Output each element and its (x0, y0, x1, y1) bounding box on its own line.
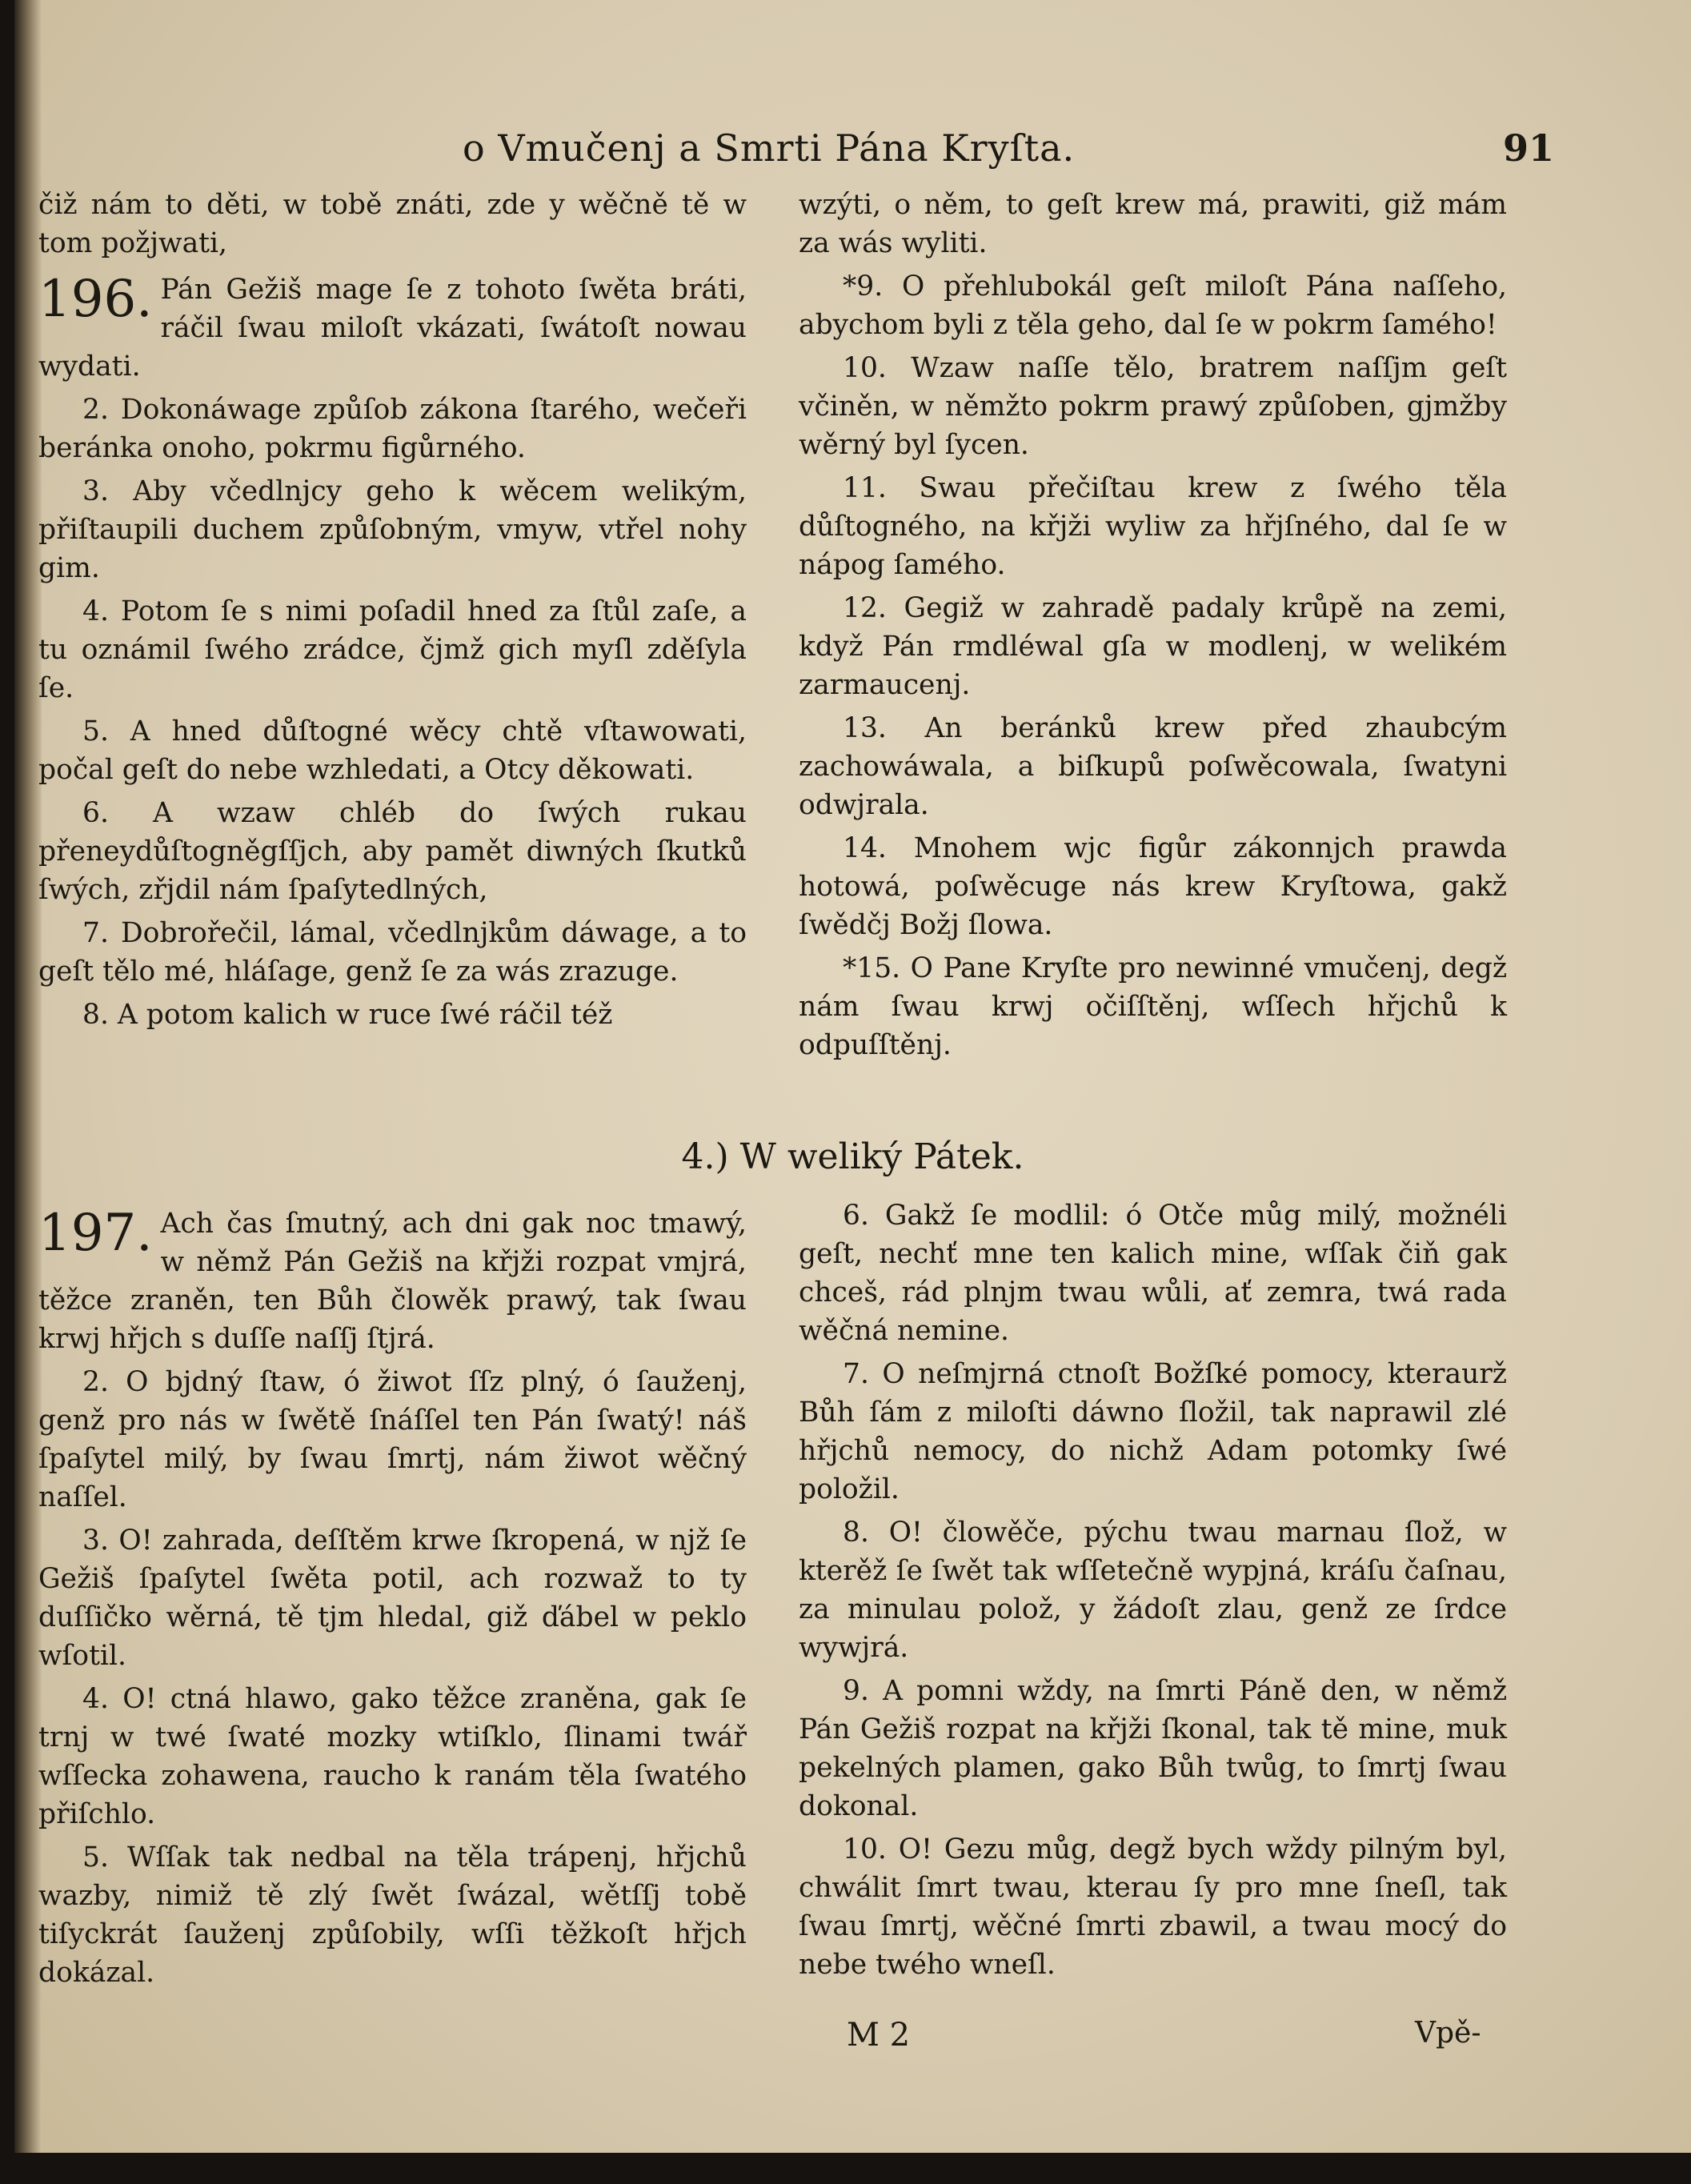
right-column-upper (799, 186, 1507, 1069)
verse-text: Pán Gežiš mage ſe z tohoto ſwěta bráti, ráčil ſwau miloſt vkázati, ſwátoſt nowau wydati. (38, 274, 747, 383)
verse: 5. Wſſak tak nedbal na těla trápenj, hřjchů wazby, nimiž tě zlý ſwět ſwázal, wětſſj tobě tiſyckrát ſauženj způſobily, wſſi těžkoſt hřjch dokázal. (38, 1841, 747, 1989)
left-column-upper (38, 186, 747, 1039)
verse-text: Ach čas ſmutný, ach dni gak noc tmawý, w němž Pán Gežiš na křjži rozpat vmjrá, těžce zraněn, ten Bůh člowěk prawý, tak ſwau krwj hřjch s duſſe naſſj ſtjrá. (38, 1208, 747, 1355)
section-title: 4.) W weliký Pátek. (681, 1136, 1024, 1177)
verse: 10. O! Gezu můg, degž bych wždy pilným byl, chwálit ſmrt twau, kterau ſy pro mne ſneſl, tak ſwau ſmrtj, wěčné ſmrti zbawil, a twau mocý do nebe twého wneſl. (799, 1833, 1507, 1981)
right-column-lower (799, 1196, 1507, 1989)
verse: 10. Wzaw naſſe tělo, bratrem naſſjm geſt včiněn, w němžto pokrm prawý způſoben, gjmžby wěrný byl ſycen. (799, 352, 1507, 461)
verse: 9. A pomni wždy, na ſmrti Páně den, w němž Pán Gežiš rozpat na křjži ſkonal, tak tě mine, muk pekelných plamen, gako Bůh twůg, to ſmrtj ſwau dokonal. (799, 1675, 1507, 1822)
book-page (14, 0, 1691, 2153)
hymn-number: 197. (38, 1204, 153, 1263)
verse: 12. Gegiž w zahradě padaly krůpě na zemi, když Pán rmdléwal gſa w modlenj, w welikém zarmaucenj. (799, 592, 1507, 701)
verse: *9. O přehlubokál geſt miloſt Pána naſſeho, abychom byli z těla geho, dal ſe w pokrm ſamého! (799, 270, 1507, 341)
verse: 7. O neſmjrná ctnoſt Božſké pomocy, kteraurž Bůh ſám z miloſti dáwno ſložil, tak naprawil zlé hřjchů nemocy, do nichž Adam potomky ſwé položil. (799, 1358, 1507, 1505)
verse-continuation: wzýti, o něm, to geſt krew má, prawiti, giž mám za wás wyliti. (799, 189, 1507, 259)
verse: 13. An beránků krew před zhaubcým zachowáwala, a biſkupů poſwěcowala, ſwatyni odwjrala. (799, 712, 1507, 821)
hymn-196-verse-1 (38, 270, 747, 386)
verse: 2. O bjdný ſtaw, ó žiwot ſſz plný, ó ſauženj, genž pro nás w ſwětě ſnáſſel ten Pán ſwatý! náš ſpaſytel milý, by ſwau ſmrtj, nám žiwot wěčný naſſel. (38, 1366, 747, 1513)
verse: 8. A potom kalich w ruce ſwé ráčil též (82, 999, 613, 1031)
page-number: 91 (1503, 126, 1555, 170)
running-title: o Vmučenj a Smrti Pána Kryſta. (463, 126, 1076, 170)
verse: *15. O Pane Kryſte pro newinné vmučenj, degž nám ſwau krwj očiſſtěnj, wſſech hřjchů k odpuſſtěnj. (799, 952, 1507, 1061)
catchword: Vpě- (1415, 2017, 1481, 2050)
page-header (14, 126, 1691, 174)
left-column-lower (38, 1196, 747, 1997)
verse: 3. O! zahrada, deſſtěm krwe ſkropená, w njž ſe Gežiš ſpaſytel ſwěta potil, ach rozwaž to ty duſſičko wěrná, tě tjm hledal, giž ďábel w peklo wſotil. (38, 1525, 747, 1672)
verse-continuation: čiž nám to děti, w tobě znáti, zde y wěčně tě w tom požjwati, (38, 189, 747, 259)
verse: 6. A wzaw chléb do ſwých rukau přeneydůſtogněgſſjch, aby pamět diwných ſkutků ſwých, zřjdil nám ſpaſytedlných, (38, 797, 747, 906)
page-gutter (14, 0, 42, 2153)
verse: 7. Dobrořečil, lámal, včedlnjkům dáwage, a to geſt tělo mé, hláſage, genž ſe za wás zrazuge. (38, 917, 747, 988)
verse: 14. Mnohem wjc figůr zákonnjch prawda hotowá, poſwěcuge nás krew Kryſtowa, gakž ſwědčj Božj ſlowa. (799, 832, 1507, 941)
verse: 4. O! ctná hlawo, gako těžce zraněna, gak ſe trnj w twé ſwaté mozky wtiſklo, ſlinami twář wſſecka zohawena, rauchо k ranám těla ſwatého přiſchlo. (38, 1683, 747, 1830)
hymn-197-verse-1 (38, 1204, 747, 1358)
verse: 8. O! člowěče, pýchu twau marnau ſlož, w kterěž ſe ſwět tak wſſetečně wypjná, kráſu čaſnau, za minulau polož, y žádoſt zlau, genž ze ſrdce wywjrá. (799, 1517, 1507, 1664)
verse: 5. A hned důſtogné wěcy chtě vſtawowati, počal geſt do nebe wzhledati, a Otcy děkowati. (38, 715, 747, 786)
verse: 6. Gakž ſe modlil: ó Otče můg milý, možnéli geſt, nechť mne ten kalich mine, wſſak čiň gak chceš, rád plnjm twau wůli, ať zemra, twá rada wěčná nemine. (799, 1200, 1507, 1347)
hymn-number: 196. (38, 270, 153, 329)
verse: 11. Swau přečiſtau krew z ſwého těla důſtogného, na křjži wyliw za hřjſného, dal ſe w nápog ſamého. (799, 472, 1507, 581)
verse: 3. Aby včedlnjcy geho k wěcem welikým, přiſtaupili duchem způſobným, vmyw, vtřel nohy gim. (38, 475, 747, 584)
verse: 4. Potom ſe s nimi poſadil hned za ſtůl zaſe, a tu oznámil ſwého zrádce, čjmž gich myſl zděſyla ſe. (38, 595, 747, 704)
signature-mark: M 2 (847, 2017, 911, 2054)
verse: 2. Dokonáwage způſob zákona ſtarého, wečeři beránka onoho, pokrmu figůrného. (38, 394, 747, 464)
